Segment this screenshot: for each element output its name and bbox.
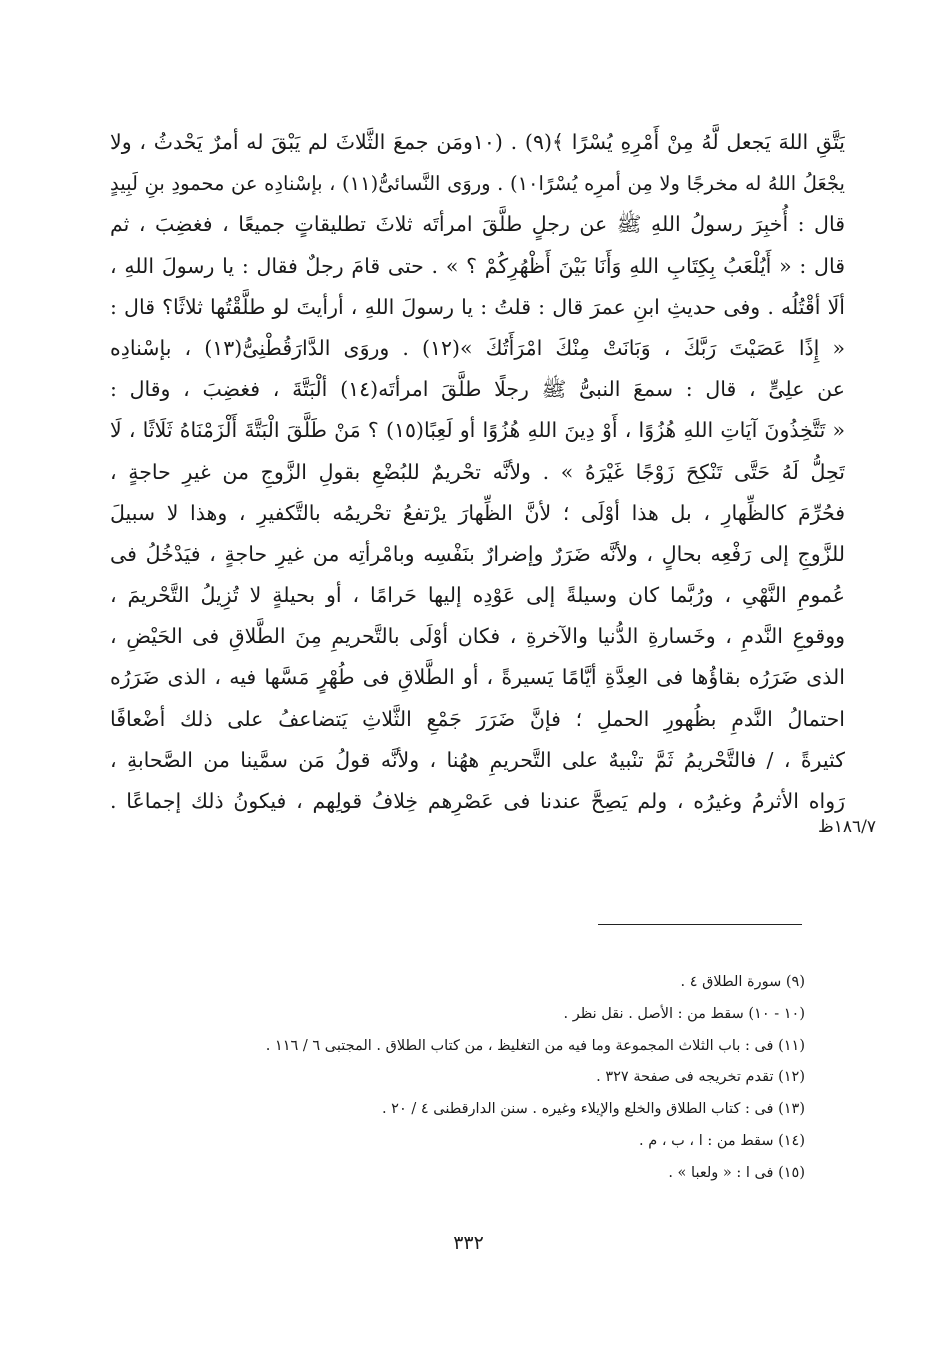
text-line: قال : « أَيُلْعَبُ بِكِتَابِ اللهِ وَأَنَا بَيْنَ أَظْهُرِكُمْ ؟ » . حتى قامَ رجلٌ فقال : يا رسولَ اللهِ ،	[110, 253, 845, 278]
footnotes	[165, 967, 805, 1190]
footnote: (١١) فى : باب الثلاث المجموعة وما فيه من التغليظ ، من كتاب الطلاق . المجتبى ٦ / ١١٦ .	[265, 1037, 805, 1054]
text-line: « تَتَّخِذُونَ آيَاتِ اللهِ هُزُوًا ، أَوْ دِينَ اللهِ هُزُوًا أو لَعِبًا(١٥) ؟ مَنْ طَلَّقَ الْبَتَّةَ أَلْزَمْنَاهُ ثَلَاثًا ، لَا	[110, 418, 845, 443]
text-line: رَواه الأثرمُ وغيرُه ، ولم يَصِحَّ عندنا فى عَصْرِهم خِلافُ قولِهم ، فيكونُ ذلك إجماعًا .	[110, 789, 845, 813]
footnote: (٩) سورة الطلاق ٤ .	[680, 974, 805, 990]
footnote: (١٠ - ١٠) سقط من : الأصل . نقل نظر .	[563, 1005, 805, 1022]
text-line: يَتَّقِ اللهَ يَجعل لَّهُ مِنْ أَمْرِهِ يُسْرًا ﴾(٩) . (١٠ومَن جمعَ الثَّلاثَ لم يَبْقَ له أمرٌ يَحْدثُ ، ولا	[110, 130, 845, 154]
text-line: الذى ضَرَرُه بقاؤُها فى العِدَّةِ أيَّامًا يَسيرةً ، أو الطَّلاقِ فى طُهْرٍ مَسَّها فيه ، الذى ضَرَرُه	[110, 665, 845, 690]
text-line: ألَا أقْتُلُه . وفى حديثِ ابنِ عمرَ قال : قلتُ : يا رسولَ اللهِ ، أرأيتَ لو طلَّقْتُها ثلاثًا؟ قال :	[110, 294, 845, 319]
text-line: للزَّوجِ إلى رَفْعِه بحالٍ ، ولأنَّه ضَرَرٌ وإضرارٌ بنَفْسِه وبامْرأتِه من غيرِ حاجةٍ ، فيَدْخُلُ فى	[110, 541, 845, 566]
text-line: يجْعَلُ اللهُ له مخرجًا ولا مِن أمرِه يُسْرًا١٠) . وروَى النَّسائىُّ(١١) ، بإسْنادِه عن محمودِ بنِ لَبِيدٍ	[110, 172, 845, 196]
text-line: تَحِلُّ لَهُ حَتَّى تَنْكِحَ زَوْجًا غَيْرَهُ » . ولأنَّه تحْريمٌ للبُضْعِ بقولِ الزَّوجِ من غيرِ حاجةٍ ،	[110, 459, 845, 484]
margin-folio-reference: ١٨٦/٧ظ	[818, 817, 876, 837]
main-text	[110, 122, 845, 822]
text-line: قال : أُخبِرَ رسولُ اللهِ ﷺ عن رجلٍ طلَّقَ امرأتَه ثلاثَ تطليقاتٍ جميعًا ، فغضِبَ ، ثم	[110, 212, 845, 237]
footnote-separator	[598, 924, 802, 925]
page-number: ٣٣٢	[453, 1232, 484, 1254]
text-line: عن علِىٍّ ، قال : سمعَ النبىُّ ﷺ رجلًا طلَّقَ امرأتَه(١٤) ألْبَتَّةَ ، فغضِبَ ، وقال :	[110, 377, 845, 402]
text-line: احتمالُ النَّدمِ بظُهورِ الحملِ ؛ فإنَّ ضَرَرَ جَمْعِ الثَّلاثِ يَتضاعفُ على ذلك أضْعافًا	[110, 706, 845, 731]
footnote: (١٤) سقط من : ا ، ب ، م .	[639, 1132, 805, 1149]
text-line: فحُرِّمَ كالظِّهارِ ، بل هذا أوْلَى ؛ لأنَّ الظِّهارَ يرْتفعُ تحْريمُه بالتَّكفيرِ ، وهذا لا سبيلَ	[110, 500, 845, 525]
footnote: (١٣) فى : كتاب الطلاق والخلع والإيلاء وغيره . سنن الدارقطنى ٤ / ٢٠ .	[381, 1101, 805, 1118]
text-line: كثيرةً ، / فالتَّحْريمُ ثَمَّ تنْبيهٌ على التَّحريمِ ههُنا ، ولأنَّه قولُ مَن سمَّينا من الصَّحابةِ ،	[110, 747, 845, 772]
text-line: عُمومِ النَّهْىِ ، ورُبَّما كان وسيلةً إلى عَوْدِه إليها حَرامًا ، أو بحيلةٍ لا تُزِيلُ التَّحْريمَ ،	[110, 583, 845, 608]
footnote: (١٢) تقدم تخريجه فى صفحة ٣٢٧ .	[596, 1069, 805, 1086]
footnote: (١٥) فى ا : « ولعبا » .	[668, 1164, 805, 1181]
text-line: ووقوعِ النَّدمِ ، وخَسارةِ الدُّنيا والآخرةِ ، فكان أوْلَى بالتَّحريمِ مِنَ الطَّلاقِ فى الحَيْضِ ،	[110, 624, 845, 649]
text-line: « إِذًا عَصَيْتَ رَبَّكَ ، وَبَانَتْ مِنْكَ امْرَأَتُكَ »(١٢) . وروَى الدَّارَقُطْنِىُّ(١٣) ، بإسْنادِه	[110, 335, 845, 360]
